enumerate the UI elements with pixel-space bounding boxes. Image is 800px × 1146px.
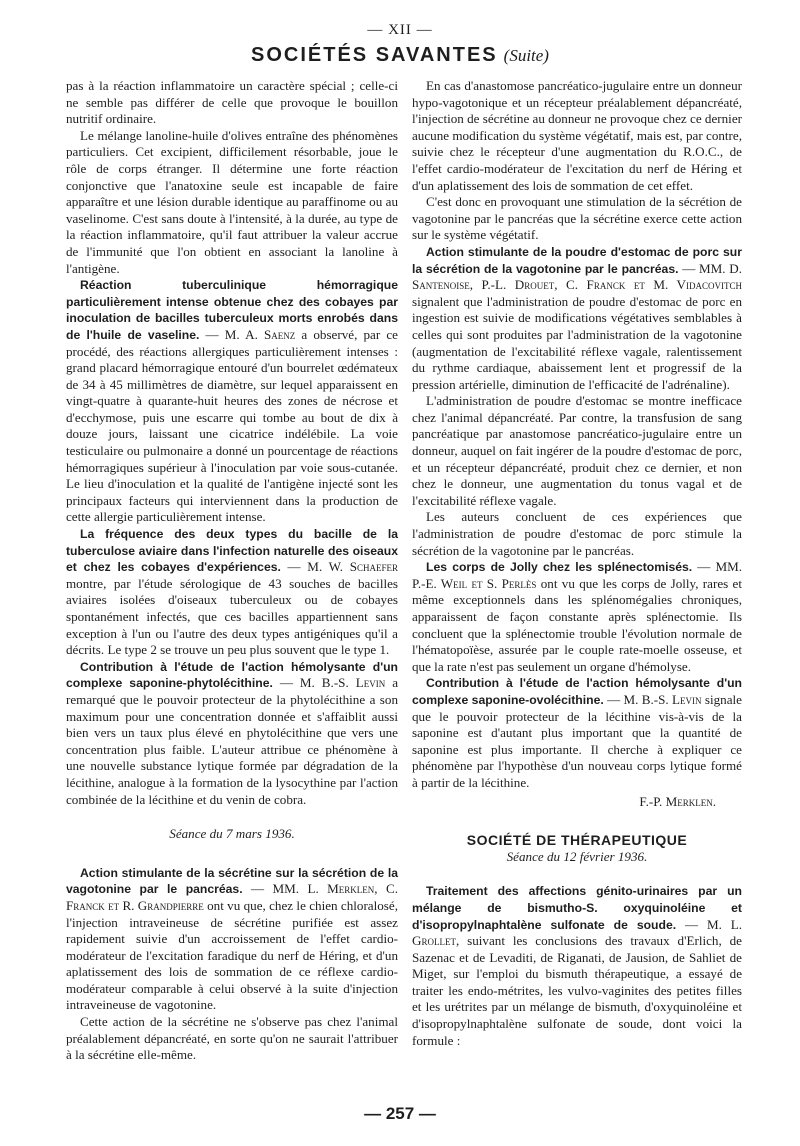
paragraph: pas à la réaction inflammatoire un caractère spécial ; celle-ci ne semble pas différer de celle que provoque le bouillon nutritif ordinaire. bbox=[66, 78, 398, 127]
left-column bbox=[66, 78, 398, 1064]
author-name: D. Santenoise, P.-L. Drouet, C. Franck et M. Vidacovitch bbox=[412, 260, 742, 293]
author-prefix: — M. bbox=[676, 916, 731, 932]
article-title: Les corps de Jolly chez les splénectomisés. bbox=[426, 560, 693, 575]
article-entry bbox=[412, 244, 742, 393]
article-body: , suivant les conclusions des travaux d'Erlich, de Sazenac et de Levaditi, de Riganati, de Jausion, de Sahliet de Miget, sur l'emploi du bismuth thérapeutique, a essayé de traiter les endo-métrites, les vulvo-vaginites des petites filles et les urétrites par un mélange de bismuth, d'oxyquinoléine et d'isopropylnaphtalène sulfonate de soude, dont voici la formule : bbox=[412, 933, 742, 1048]
right-column bbox=[412, 78, 742, 1049]
society-session-date: Séance du 12 février 1936. bbox=[506, 848, 648, 864]
author-name: P.-E. Weil et S. Perlès bbox=[412, 575, 537, 591]
article-title: La fréquence des deux types du bacille de la tuberculose aviaire dans l'infection naturelle des oiseaux et chez les cobayes d'expériences. bbox=[66, 527, 398, 575]
article-title: Action stimulante de la sécrétine sur la sécrétion de la vagotonine par le pancréas. bbox=[66, 865, 398, 897]
author-prefix: — M. A. bbox=[199, 326, 264, 342]
paragraph: Le mélange lanoline-huile d'olives entraîne des phénomènes particuliers. Cet excipient, difficilement résorbable, joue le rôle de corps étranger. Il détermine une forte réaction conjonctive que l'anatoxine seule est incapable de faire apparaître et une lésion durable identique au paraffinome ou au vaselinome. C'est sans doute à l'intensité, à la durée, au type de la réaction inflammatoire, qu'il faut attribuer la valeur accrue de l'immunité que l'on obtient en associant la lanoline à l'antigène. bbox=[66, 127, 398, 276]
article-body: a remarqué que le pouvoir protecteur de la phytolécithine a son maximum pour une concentration donnée et s'affaiblit aussi bien vers un taux plus élevé en phytolécithine que vers une concentration plus faible. L'auteur attribue ce phénomène à une nouvelle substance lytique formée par dégradation de la lécithine, analogue à la formation de la lysocythine par l'action combinée de la lécithine et du venin de cobra. bbox=[66, 675, 399, 807]
article-title: Traitement des affections génito-urinaires par un mélange de bismutho-S. oxyquinoléine et d'isopropylnaphtalène sulfonate de soude. bbox=[412, 884, 742, 932]
author-name: L. Grollet bbox=[412, 916, 742, 949]
article-body: a observé, par ce procédé, des réactions allergiques particulièrement intenses : grand placard hémorragique entouré d'un bourrelet œdémateux de 34 à 45 millimètres de diamètre, sur lequel apparaissent en vingt-quatre à quarante-huit heures des zones de nécrose et d'ecchymose, puis une escarre qui tombe au bout de dix à douze jours, laissant une cicatrice indélébile. La voie testiculaire ou pulmonaire a donné un pourcentage de réactions hémorragiques supérieur à l'inoculation par voie sous-cutanée. Le lieu d'inoculation et la qualité de l'antigène injecté sont les principaux facteurs qui interviennent dans la production de cette allergie particulièrement intense. bbox=[66, 326, 398, 525]
article-entry bbox=[66, 526, 398, 659]
page-number: — 257 — bbox=[364, 1104, 436, 1123]
author-prefix: — M. B.-S. bbox=[272, 675, 356, 691]
article-entry bbox=[412, 559, 742, 675]
paragraph: En cas d'anastomose pancréatico-jugulaire entre un donneur hypo-vagotonique et un récepteur préalablement dépancréaté, l'injection de sécrétine au donneur ne provoque chez ce dernier aucune modification du système végétatif, mais est, par contre, suivie chez le récepteur d'une augmentation du R.O.C., de l'effet cardio-modérateur de l'excitation du nerf de Héring et d'un aplatissement des lois de sommation de cet effet. bbox=[412, 78, 742, 193]
article-body: montre, par l'étude sérologique de 43 souches de bacilles aviaires isolées d'oiseaux tuberculeux ou de cobayes spontanément infectés, que ces bacilles appartiennent sans exception à l'un ou l'autre des deux types antigéniques qu'il a décrits. Le type 2 se trouve un peu plus souvent que le type 1. bbox=[66, 575, 398, 658]
author-name: Schaefer bbox=[349, 559, 398, 575]
author-prefix: — M. B.-S. bbox=[603, 691, 673, 707]
article-entry bbox=[412, 883, 742, 1049]
author-prefix: — MM. bbox=[242, 881, 308, 897]
author-prefix: — MM. bbox=[692, 559, 743, 575]
article-title: Contribution à l'étude de l'action hémolysante d'un complexe saponine-ovolécithine. bbox=[412, 676, 742, 707]
roman-page-number: — XII — bbox=[367, 22, 433, 38]
author-name: Levin bbox=[672, 691, 702, 707]
article-entry bbox=[66, 865, 398, 1014]
signature: F.-P. Merklen. bbox=[639, 793, 716, 809]
paragraph: Cette action de la sécrétine ne s'observe pas chez l'animal préalablement dépancréaté, en sorte qu'on ne saurait l'attribuer à la sécrétine elle-même. bbox=[66, 1014, 398, 1063]
article-body: signale que le pouvoir protecteur de la lécithine vis-à-vis de la saponine est d'autant plus important que la quantité de saponine est plus importante. Il cherche à expliquer ce phénomène par l'hypothèse d'un nouveau corps lytique formé à partir de la lécithine. bbox=[412, 691, 742, 790]
article-entry bbox=[66, 277, 398, 526]
session-date: Séance du 7 mars 1936. bbox=[169, 826, 295, 842]
running-suite: (Suite) bbox=[503, 46, 549, 65]
running-title: SOCIÉTÉS SAVANTES bbox=[251, 44, 498, 66]
article-body: signalent que l'administration de poudre d'estomac de porc en ingestion est suivie de modifications végétatives semblables à celles qui sont produites par l'administration de la vagotonine (augmentation de l'excitabilité réflexe vagale, ralentissement du rythme cardiaque, abaissement lent et progressif de la pression artérielle, diminution de l'efficacité de l'adrénaline). bbox=[412, 293, 742, 392]
article-title: Action stimulante de la poudre d'estomac de porc sur la sécrétion de la vagotonine par le pancréas. bbox=[412, 244, 742, 276]
paragraph: C'est donc en provoquant une stimulation de la sécrétion de vagotonine par le pancréas que la sécrétine exerce cette action sur le système végétatif. bbox=[412, 194, 742, 243]
paragraph: L'administration de poudre d'estomac se montre inefficace chez l'animal dépancréaté. Par contre, la transfusion de sang pancréatique par anastomose pancréatico-jugulaire entre un donneur, auquel on fait ingérer de la poudre d'estomac de porc, et un récepteur dépancréaté, produit chez ce dernier, et non chez le donneur, une augmentation du tonus vagal et de l'excitabilité réflexe vagale. bbox=[412, 393, 742, 508]
author-prefix: — M. W. bbox=[280, 559, 350, 575]
author-name: Saenz bbox=[264, 326, 296, 342]
article-entry bbox=[412, 675, 742, 791]
article-entry bbox=[66, 659, 398, 808]
article-title: Contribution à l'étude de l'action hémolysante d'un complexe saponine-phytolécithine. bbox=[66, 659, 398, 691]
author-prefix: — MM. bbox=[678, 260, 730, 276]
article-title: Réaction tuberculinique hémorragique particulièrement intense obtenue chez des cobayes par inoculation de bacilles tuberculeux morts enrobés dans de l'huile de vaseline. bbox=[66, 278, 398, 342]
society-heading: SOCIÉTÉ DE THÉRAPEUTIQUE bbox=[466, 832, 688, 849]
article-body: ont vu que, chez le chien chloralosé, l'injection intraveineuse de sécrétine purifiée est assez rapidement suivie d'un accroissement de l'effet cardio-modérateur de l'excitation faradique du nerf de Héring, et d'un aplatissement des lois de sommation de ce réflexe cardio-modérateur comparable à celui observé à la suite d'injection intraveineuse de vagotonine. bbox=[66, 897, 398, 1013]
author-name: L. Merklen, C. Franck et R. Grandpierre bbox=[66, 881, 398, 913]
author-name: Levin bbox=[355, 675, 386, 691]
paragraph: Les auteurs concluent de ces expériences que l'administration de poudre d'estomac de porc stimule la sécrétion de la vagotonine par le pancréas. bbox=[412, 509, 742, 558]
article-body: ont vu que les corps de Jolly, rares et même exceptionnels dans les splénomégalies chroniques, apparaissent de façon constante après splénectomie. Ils concluent que la splénectomie trouble l'évolution normale de l'hématopoïèse, assurée par le couple rate-moelle osseuse, et que la rate n'est pas seulement un organe d'hémolyse. bbox=[412, 575, 743, 674]
running-header bbox=[0, 44, 800, 67]
